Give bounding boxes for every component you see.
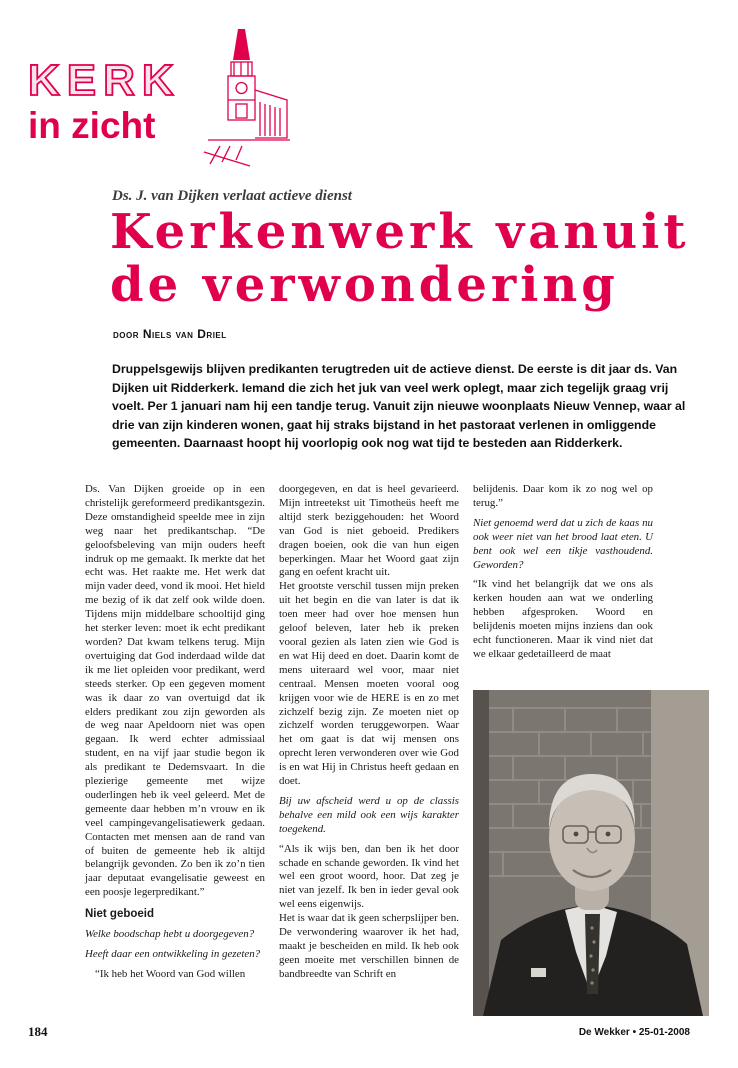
article-lede: Druppelsgewijs blijven predikanten terugtreden uit de actieve dienst. De eerste is dit jaar ds. Van Dijken uit Ridderkerk. Iemand die zich het juk van veel werk oplegt, maar zich tegelijk graag vrij voelt. Per 1 januari nam hij een tandje terug. Vanuit zijn nieuwe woonplaats Nieuw Vennep, waar al drie van zijn kinderen wonen, gaat hij straks bijstand in het pastoraat verlenen in omliggende gemeenten. Daarnaast hoopt hij voorlopig ook nog wat tijd te besteden aan Ridderkerk.	[112, 362, 686, 451]
interview-question: Heeft daar een ontwikkeling in gezeten?	[85, 948, 261, 960]
article-kicker: Ds. J. van Dijken verlaat actieve dienst	[112, 188, 352, 204]
page-number: 184	[28, 1024, 48, 1039]
byline: door Niels van Driel	[113, 327, 227, 341]
article-title-line1: Kerkenwerk vanuit	[110, 204, 690, 260]
masthead-kerk: KERK	[28, 56, 181, 105]
body-paragraph: Het is waar dat ik geen scherpslijper ben. De verwondering waarover ik het had, maakt je bescheiden en mild. Ik heb ook geen moeite met verschillen binnen de bandbreedte van Schrift en	[279, 912, 459, 980]
publication-footer: De Wekker • 25-01-2008	[578, 1027, 690, 1038]
body-paragraph: Het grootste verschil tussen mijn preken uit het begin en die van later is dat ik toen meer had over hoe mensen hun geloof beleven, later heb ik preken vooral gezien als laten zien wie God is en wat Hij deed en doet. Daarin komt de mens uiteraard wel voor, maar niet centraal. Mensen moeten vooral oog krijgen voor wie de HERE is en zo met zichzelf bezig zijn. Ze moeten niet op zichzelf worden teruggeworpen. Waar het om gaat is dat wij mensen ons oprecht leren verwonderen over wie God is en wat Hij in Christus heeft gedaan en doet.	[279, 580, 459, 788]
body-paragraph: Ds. Van Dijken groeide op in een christelijk gereformeerd predikantsgezin. Deze omstandigheid speelde mee in zijn weg naar het predikantschap. “De geloofsbeleving van mijn ouders heeft indruk op me gemaakt. Ik merkte dat het echt was. Het raakte me. Het werk dat mijn vader deed, vond ik mooi. Het hield me bezig of ik dat zelf ook wilde doen. Tijdens mijn middelbare schooltijd ging het sterker leven: moet ik echt predikant worden? Dat kwam telkens terug. Mijn overtuiging dat God inderdaad wilde dat ik me liet opleiden voor predikant, werd steeds sterker. Op een gegeven moment was ik daar zo van overtuigd dat ik elders predikant zou zijn geworden als de weg naar Apeldoorn niet was open gegaan. Ik werd echter admissiaal student, en na vijf jaar studie begon ik als predikant te Dedemsvaart. In die plezierige gemeente met wijze ouderlingen heb ik veel geleerd. Met de gemeente daar hebben m’n vrouw en ik veel campingevangelisatiewerk gedaan. Contacten met mensen aan de rand van of buiten de gemeente heb ik altijd belangrijk gevonden. Zo ben ik zo’n tien jaar deputaat evangelisatie geweest en een poosje legerpredikant.”	[85, 483, 265, 899]
subheading: Niet geboeid	[85, 908, 155, 921]
portrait-photo	[473, 690, 709, 1016]
church-drawing-icon	[190, 28, 295, 168]
column-1	[85, 483, 265, 982]
masthead	[28, 58, 181, 146]
column-2	[279, 483, 459, 982]
interview-question: Niet genoemd werd dat u zich de kaas nu ook weer niet van het brood laat eten. U bent ook wel een tikje vasthoudend. Geworden?	[473, 516, 653, 571]
article-title	[110, 206, 710, 312]
body-paragraph: belijdenis. Daar kom ik zo nog wel op terug.”	[473, 483, 653, 509]
body-paragraph: doorgegeven, en dat is heel gevarieerd. Mijn intreetekst uit Timotheüs heeft me altijd sterk beziggehouden: het Woord van God is niet geboeid. Predikers dragen boeien, ook die van hun eigen beperkingen. Maar het Woord gaat zijn gang en oefent kracht uit.	[279, 483, 459, 579]
body-paragraph: “Als ik wijs ben, dan ben ik het door schade en schande geworden. Ik vind het wel een groot woord, hoor. Dat zeg je niet van jezelf. Ik ben in ieder geval ook wel eens eigenwijs.	[279, 842, 459, 911]
body-paragraph: “Ik heb het Woord van God willen	[95, 967, 246, 980]
body-paragraph: “Ik vind het belangrijk dat we ons als kerken houden aan wat we onderling hebben afgesproken. Woord en belijdenis moeten mijns inziens dan ook echt functioneren. Maar ik vind niet dat we elkaar gedetailleerd de maat	[473, 578, 653, 660]
masthead-in-zicht: in zicht	[28, 105, 156, 146]
interview-question: Bij uw afscheid werd u op de classis behalve een mild ook een wijs karakter toegekend.	[279, 794, 459, 835]
interview-question: Welke boodschap hebt u doorgegeven?	[85, 928, 255, 941]
article-title-line2: de verwondering	[110, 257, 619, 313]
